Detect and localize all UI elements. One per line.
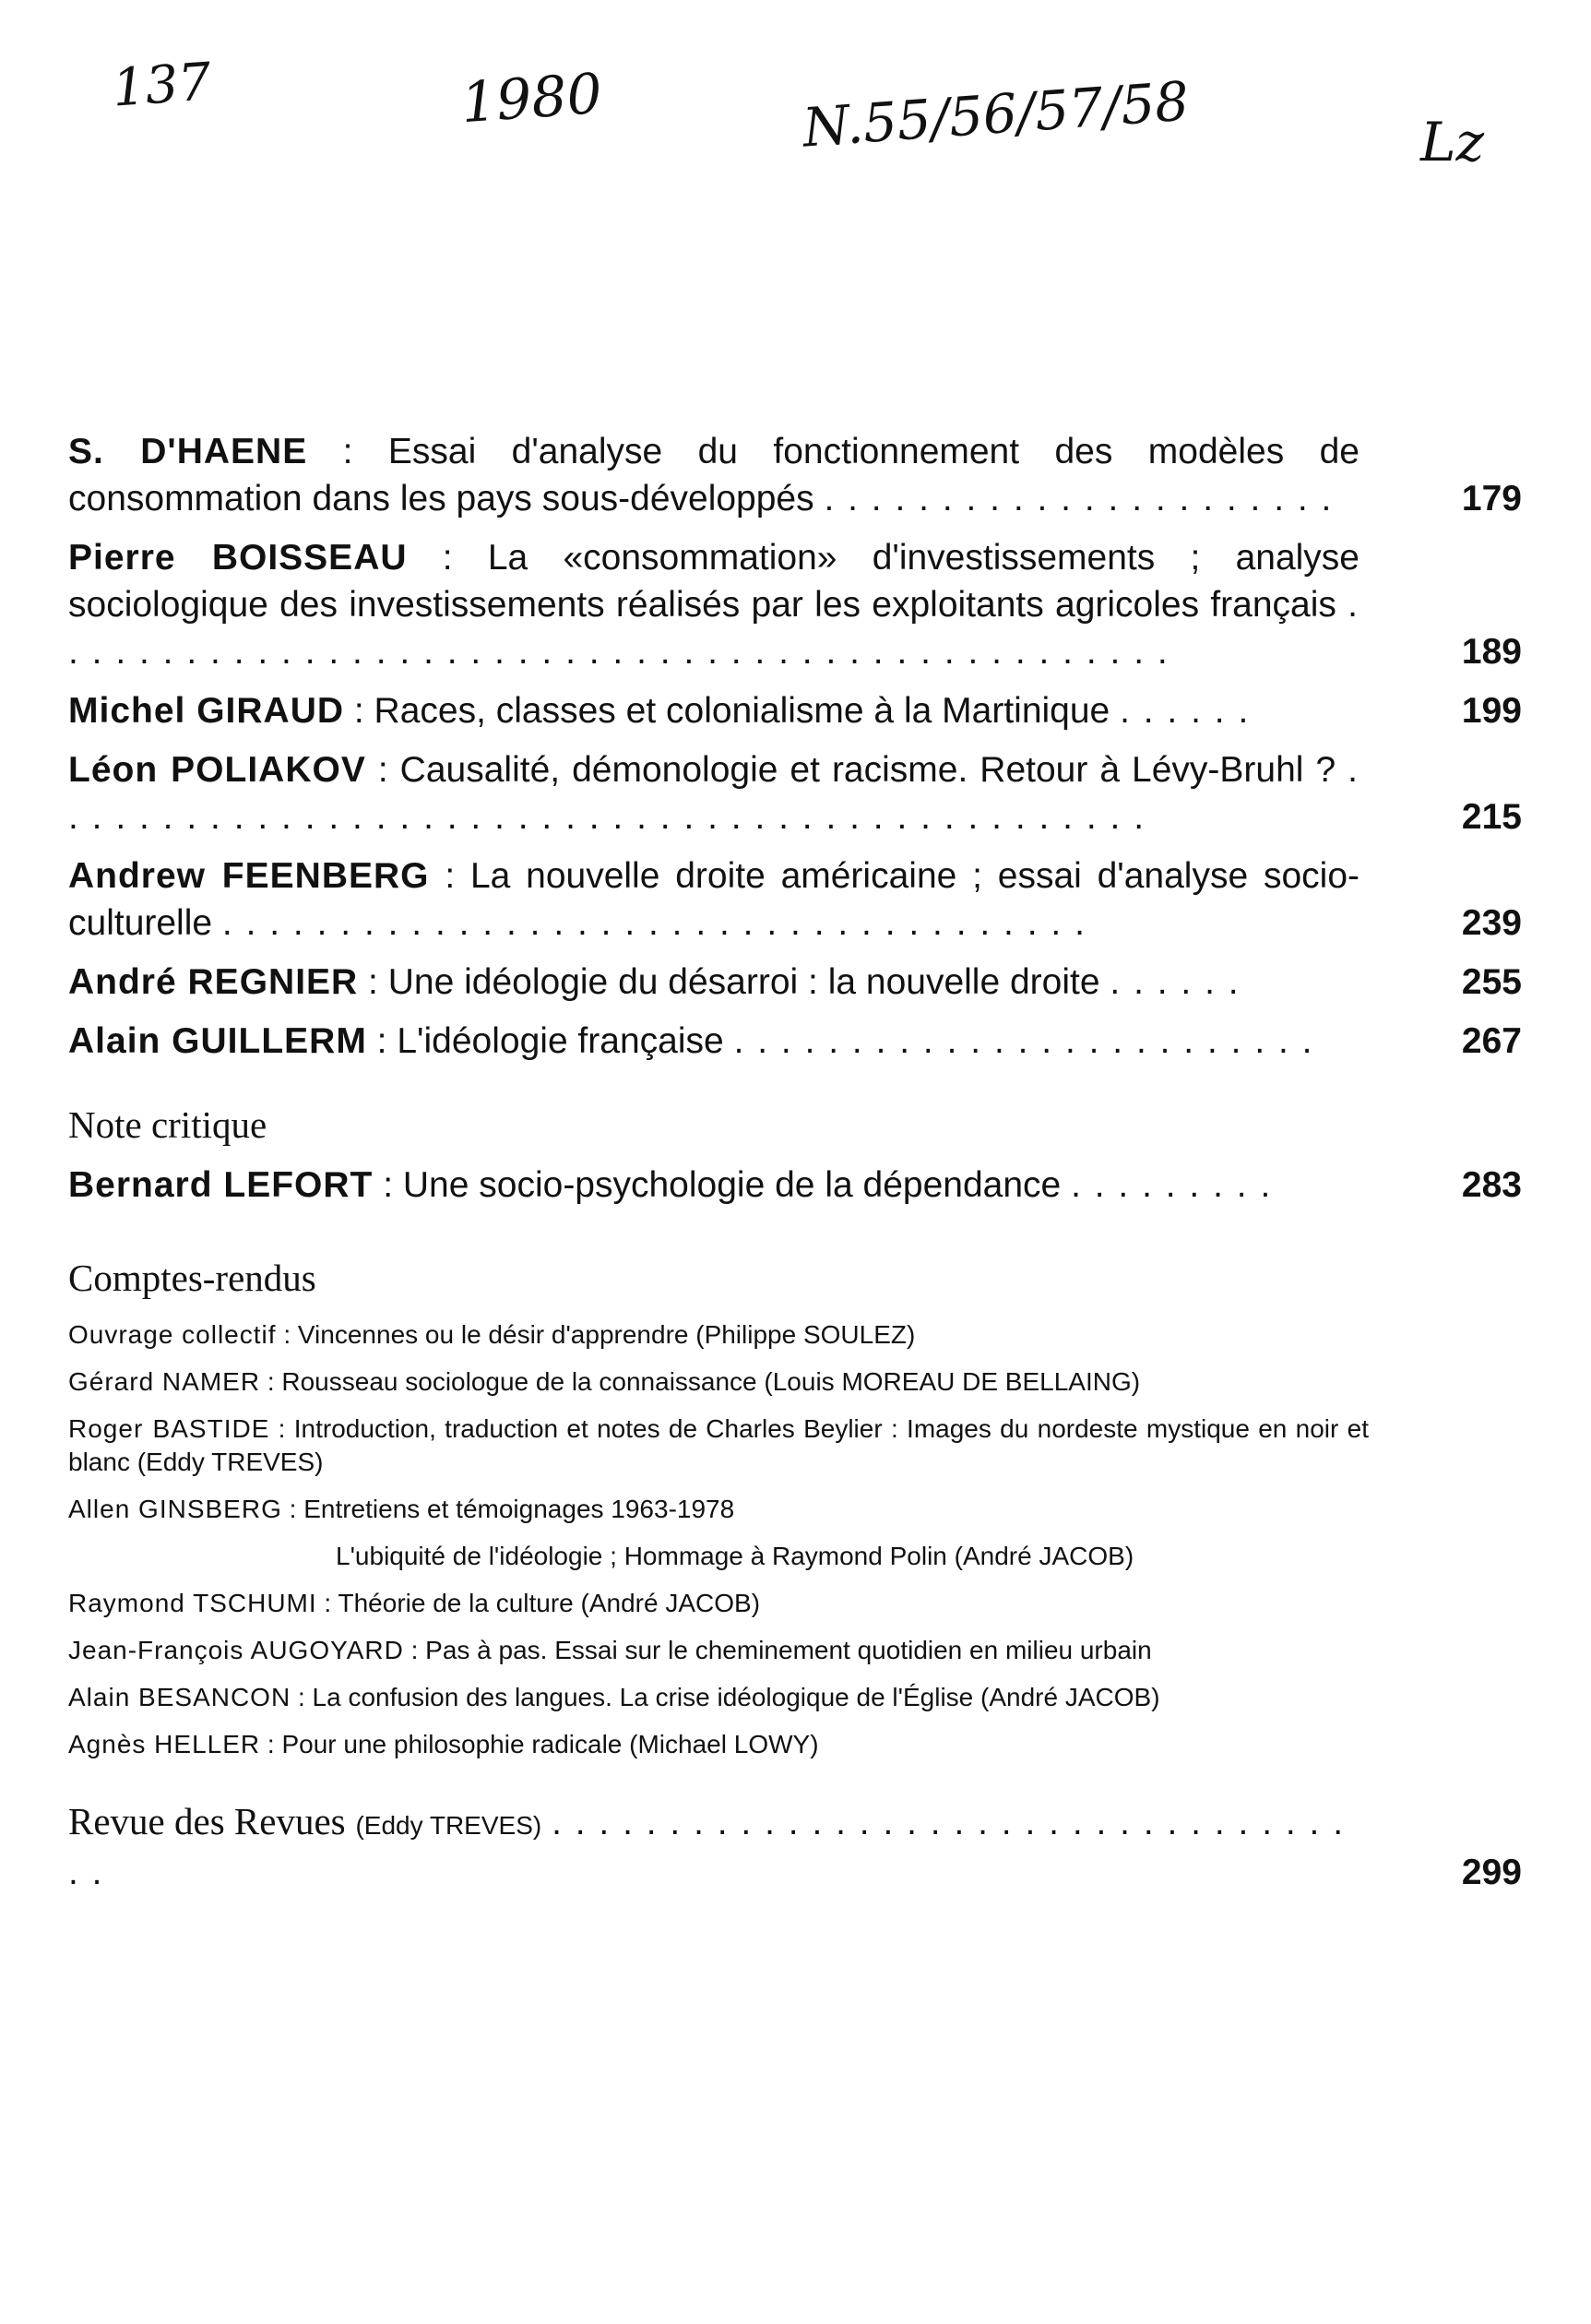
entry-page-number: 255	[1461, 962, 1522, 1002]
review-author: Jean-François AUGOYARD	[68, 1636, 404, 1664]
handwritten-mark: Lz	[1420, 111, 1485, 173]
entry-page-number: 283	[1461, 1165, 1522, 1205]
review-item: Allen GINSBERG : Entretiens et témoignages 1963-1978	[68, 1495, 735, 1523]
entry-title: Causalité, démonologie et racisme. Retour à Lévy-Bruhl ?	[399, 750, 1336, 790]
leader-dots: . . . . . .	[1110, 962, 1241, 1002]
toc-entry: Andrew FEENBERG : La nouvelle droite américaine ; essai d'analyse socio-culturelle . . . . . . . . . . . . . . . . . . . . . . . . . . . . . . . . . . . . . 239	[68, 852, 1522, 947]
entry-title: Une socio-psychologie de la dépendance	[402, 1165, 1062, 1205]
leader-dots: . . . . . . . . . . . . . . . . . . . . . . . . . . . . . . . . . . . . . . . . . . . . . . .	[68, 750, 1359, 837]
entry-page-number: 179	[1461, 479, 1522, 518]
handwritten-note: 137	[110, 52, 214, 119]
leader-dots: . . . . . .	[1120, 691, 1251, 731]
toc-entry: André REGNIER : Une idéologie du désarroi : la nouvelle droite . . . . . . 255	[68, 959, 1522, 1006]
review-author: Alain BESANCON	[68, 1683, 291, 1711]
review-item: Alain BESANCON : La confusion des langues. La crise idéologique de l'Église (André JACOB)	[68, 1683, 1160, 1711]
review-author: Allen GINSBERG	[68, 1495, 282, 1523]
leader-dots: . . . . . . . . .	[1071, 1165, 1273, 1205]
review-text: La confusion des langues. La crise idéologique de l'Église (André JACOB)	[312, 1683, 1160, 1711]
leader-dots: . . . . . . . . . . . . . . . . . . . . . . . . .	[733, 1021, 1314, 1061]
entry-author: Andrew FEENBERG	[68, 856, 430, 896]
review-text: Pas à pas. Essai sur le cheminement quotidien en milieu urbain	[425, 1636, 1152, 1664]
review-item: Raymond TSCHUMI : Théorie de la culture (André JACOB)	[68, 1589, 761, 1617]
toc-entry: S. D'HAENE : Essai d'analyse du fonctionnement des modèles de consommation dans les pays sous-développés . . . . . . . . . . . . . . . . . . . . . . 179	[68, 428, 1522, 522]
entry-author: S. D'HAENE	[68, 432, 308, 471]
review-text: Pour une philosophie radicale (Michael LOWY)	[281, 1730, 819, 1758]
review-text: L'ubiquité de l'idéologie ; Hommage à Raymond Polin (André JACOB)	[336, 1542, 1134, 1570]
entry-title: La «consommation» d'investissements ; analyse sociologique des investissements réalisés par les exploitants agricoles français	[68, 538, 1359, 625]
review-item: Agnès HELLER : Pour une philosophie radicale (Michael LOWY)	[68, 1730, 819, 1758]
entry-title: Essai d'analyse du fonctionnement des modèles de consommation dans les pays sous-développés	[68, 432, 1359, 518]
handwritten-year: 1980	[458, 61, 604, 137]
handwritten-issue-numbers: N.55/56/57/58	[801, 69, 1192, 160]
entry-page-number: 215	[1461, 797, 1522, 837]
entry-author: Bernard LEFORT	[68, 1165, 374, 1205]
toc-entry-revue	[68, 1798, 1522, 1896]
review-author: Ouvrage collectif	[68, 1320, 277, 1349]
review-author: Gérard NAMER	[68, 1367, 261, 1396]
revue-credit: (Eddy TREVES)	[355, 1811, 542, 1840]
review-item-continued	[68, 1540, 1369, 1573]
entry-author: Pierre BOISSEAU	[68, 538, 408, 578]
entry-page-number: 189	[1461, 632, 1522, 672]
entry-page-number: 267	[1461, 1021, 1522, 1061]
entry-title: Races, classes et colonialisme à la Martinique	[374, 691, 1110, 731]
leader-dots: . . . . . . . . . . . . . . . . . . . . . . . . . . . . . . . . . . . . .	[221, 903, 1086, 943]
entry-author: André REGNIER	[68, 962, 359, 1002]
entry-title: La nouvelle droite américaine ; essai d'analyse socio-culturelle	[68, 856, 1359, 943]
section-heading-comptes-rendus: Comptes-rendus	[68, 1257, 316, 1299]
review-text: Vincennes ou le désir d'apprendre (Philippe SOULEZ)	[297, 1320, 916, 1349]
entry-page-number: 299	[1461, 1853, 1522, 1892]
entry-author: Léon POLIAKOV	[68, 750, 366, 790]
entry-title: L'idéologie française	[397, 1021, 724, 1061]
leader-dots: . . . . . . . . . . . . . . . . . . . . . . . . . . . . . . . . . . . .	[68, 1803, 1346, 1892]
entry-page-number: 239	[1461, 903, 1522, 943]
review-text: Entretiens et témoignages 1963-1978	[303, 1495, 735, 1523]
review-item: Ouvrage collectif : Vincennes ou le désir d'apprendre (Philippe SOULEZ)	[68, 1320, 916, 1349]
review-author: Agnès HELLER	[68, 1730, 261, 1758]
review-text: Introduction, traduction et notes de Charles Beylier : Images du nordeste mystique en noir et blanc (Eddy TREVES)	[68, 1414, 1370, 1476]
review-item: Roger BASTIDE : Introduction, traduction et notes de Charles Beylier : Images du nordeste mystique en noir et blanc (Eddy TREVES)	[68, 1414, 1370, 1476]
review-author: Roger BASTIDE	[68, 1414, 270, 1443]
review-list	[68, 1318, 1369, 1761]
toc-entry: Alain GUILLERM : L'idéologie française . . . . . . . . . . . . . . . . . . . . . . . . . 267	[68, 1018, 1522, 1065]
entry-author: Alain GUILLERM	[68, 1021, 367, 1061]
review-item: Jean-François AUGOYARD : Pas à pas. Essai sur le cheminement quotidien en milieu urbain	[68, 1636, 1152, 1664]
review-author: Raymond TSCHUMI	[68, 1589, 317, 1617]
section-heading-note-critique: Note critique	[68, 1103, 267, 1146]
review-text: Théorie de la culture (André JACOB)	[338, 1589, 761, 1617]
toc-entry: Michel GIRAUD : Races, classes et colonialisme à la Martinique . . . . . . 199	[68, 687, 1522, 734]
review-text: Rousseau sociologue de la connaissance (Louis MOREAU DE BELLAING)	[281, 1367, 1141, 1396]
entry-author: Michel GIRAUD	[68, 691, 345, 731]
toc-entry: Pierre BOISSEAU : La «consommation» d'investissements ; analyse sociologique des investissements réalisés par les exploitants agricoles français . . . . . . . . . . . . . . . . . . . . . . . . . . . . . . . . . . . . . . . . . . . . . . . . 189	[68, 534, 1522, 675]
review-item: Gérard NAMER : Rousseau sociologue de la connaissance (Louis MOREAU DE BELLAING)	[68, 1367, 1141, 1396]
leader-dots: . . . . . . . . . . . . . . . . . . . . . .	[824, 479, 1334, 518]
entry-title: Une idéologie du désarroi : la nouvelle droite	[387, 962, 1100, 1002]
revue-title: Revue des Revues	[68, 1800, 346, 1842]
toc-entry-note-critique: Bernard LEFORT : Une socio-psychologie de la dépendance . . . . . . . . . 283	[68, 1162, 1522, 1209]
table-of-contents	[68, 428, 1522, 1896]
leader-dots: . . . . . . . . . . . . . . . . . . . . . . . . . . . . . . . . . . . . . . . . . . . . . . . .	[68, 585, 1359, 672]
entry-page-number: 199	[1461, 691, 1522, 731]
toc-entry: Léon POLIAKOV : Causalité, démonologie et racisme. Retour à Lévy-Bruhl ? . . . . . . . . . . . . . . . . . . . . . . . . . . . . . . . . . . . . . . . . . . . . . . . 215	[68, 746, 1522, 840]
